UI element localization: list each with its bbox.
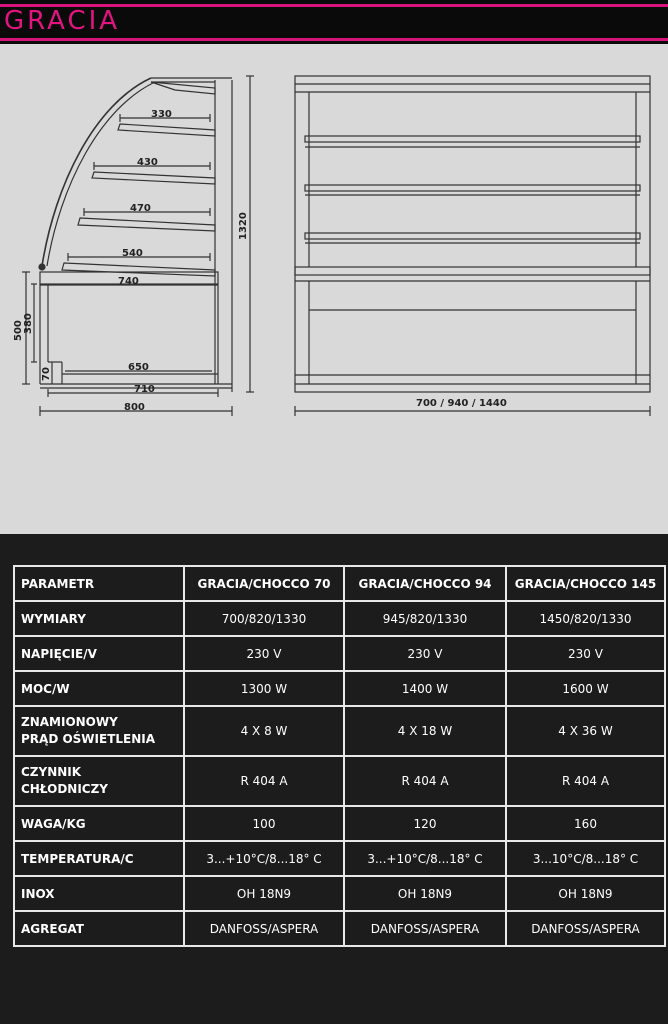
- header-bar: [0, 0, 668, 44]
- dim-front-width: 700 / 940 / 1440: [416, 398, 507, 409]
- cell-value: OH 18N9: [184, 876, 344, 911]
- table-row: [14, 806, 665, 841]
- cell-value: OH 18N9: [344, 876, 506, 911]
- table-row: [14, 601, 665, 636]
- specs-table: [13, 565, 666, 947]
- row-label: NAPIĘCIE/V: [14, 636, 184, 671]
- table-row: [14, 756, 665, 806]
- row-label: [14, 706, 184, 756]
- dim-shelf-2: 430: [137, 157, 158, 168]
- front-view: [295, 76, 650, 416]
- dim-base-height: 500: [13, 320, 24, 341]
- header-model-70: GRACIA/CHOCCO 70: [184, 566, 344, 601]
- product-title: GRACIA: [4, 6, 121, 36]
- row-label-line: ZNAMIONOWY: [21, 715, 118, 729]
- row-label: INOX: [14, 876, 184, 911]
- cell-value: 100: [184, 806, 344, 841]
- dim-shelf-4: 540: [122, 248, 143, 259]
- cell-value: 1400 W: [344, 671, 506, 706]
- dim-shelf-3: 470: [130, 203, 151, 214]
- table-row: [14, 636, 665, 671]
- dim-base-inner: 650: [128, 362, 149, 373]
- cell-value: R 404 A: [506, 756, 665, 806]
- dim-foot-height: 70: [41, 367, 52, 381]
- header-model-94: GRACIA/CHOCCO 94: [344, 566, 506, 601]
- table-row: [14, 671, 665, 706]
- row-label: WYMIARY: [14, 601, 184, 636]
- cell-value: DANFOSS/ASPERA: [506, 911, 665, 946]
- table-row: [14, 841, 665, 876]
- cell-value: 1450/820/1330: [506, 601, 665, 636]
- header-parameter: PARAMETR: [14, 566, 184, 601]
- row-label: [14, 756, 184, 806]
- dim-base-width: 800: [124, 402, 145, 413]
- cell-value: R 404 A: [344, 756, 506, 806]
- cell-value: 945/820/1330: [344, 601, 506, 636]
- specs-header-row: [14, 566, 665, 601]
- cell-value: DANFOSS/ASPERA: [184, 911, 344, 946]
- cell-value: 120: [344, 806, 506, 841]
- cell-value: 4 X 18 W: [344, 706, 506, 756]
- cell-value: 160: [506, 806, 665, 841]
- table-row: [14, 706, 665, 756]
- row-label-line: PRĄD OŚWIETLENIA: [21, 732, 156, 746]
- dim-total-height: 1320: [238, 212, 249, 240]
- dim-shelf-1: 330: [151, 109, 172, 120]
- header-bottom-line: [0, 38, 668, 41]
- row-label: WAGA/KG: [14, 806, 184, 841]
- cell-value: 1300 W: [184, 671, 344, 706]
- row-label-line: CZYNNIK: [21, 765, 82, 779]
- cell-value: 700/820/1330: [184, 601, 344, 636]
- cell-value: 230 V: [184, 636, 344, 671]
- row-label: MOC/W: [14, 671, 184, 706]
- cell-value: 1600 W: [506, 671, 665, 706]
- cell-value: 3...+10°C/8...18° C: [184, 841, 344, 876]
- row-label: AGREGAT: [14, 911, 184, 946]
- cell-value: 4 X 8 W: [184, 706, 344, 756]
- cell-value: 230 V: [506, 636, 665, 671]
- row-label-line: CHŁODNICZY: [21, 782, 108, 796]
- cell-value: R 404 A: [184, 756, 344, 806]
- technical-drawing: [0, 44, 668, 534]
- table-row: [14, 876, 665, 911]
- table-row: [14, 911, 665, 946]
- cell-value: DANFOSS/ASPERA: [344, 911, 506, 946]
- cell-value: 3...+10°C/8...18° C: [344, 841, 506, 876]
- dim-base-mid: 710: [134, 384, 155, 395]
- cell-value: OH 18N9: [506, 876, 665, 911]
- cell-value: 230 V: [344, 636, 506, 671]
- drawing-canvas: [0, 44, 668, 534]
- row-label: TEMPERATURA/C: [14, 841, 184, 876]
- header-model-145: GRACIA/CHOCCO 145: [506, 566, 665, 601]
- cell-value: 4 X 36 W: [506, 706, 665, 756]
- dim-top-width: 740: [118, 276, 139, 287]
- dim-inner-height: 380: [23, 313, 34, 334]
- cell-value: 3...10°C/8...18° C: [506, 841, 665, 876]
